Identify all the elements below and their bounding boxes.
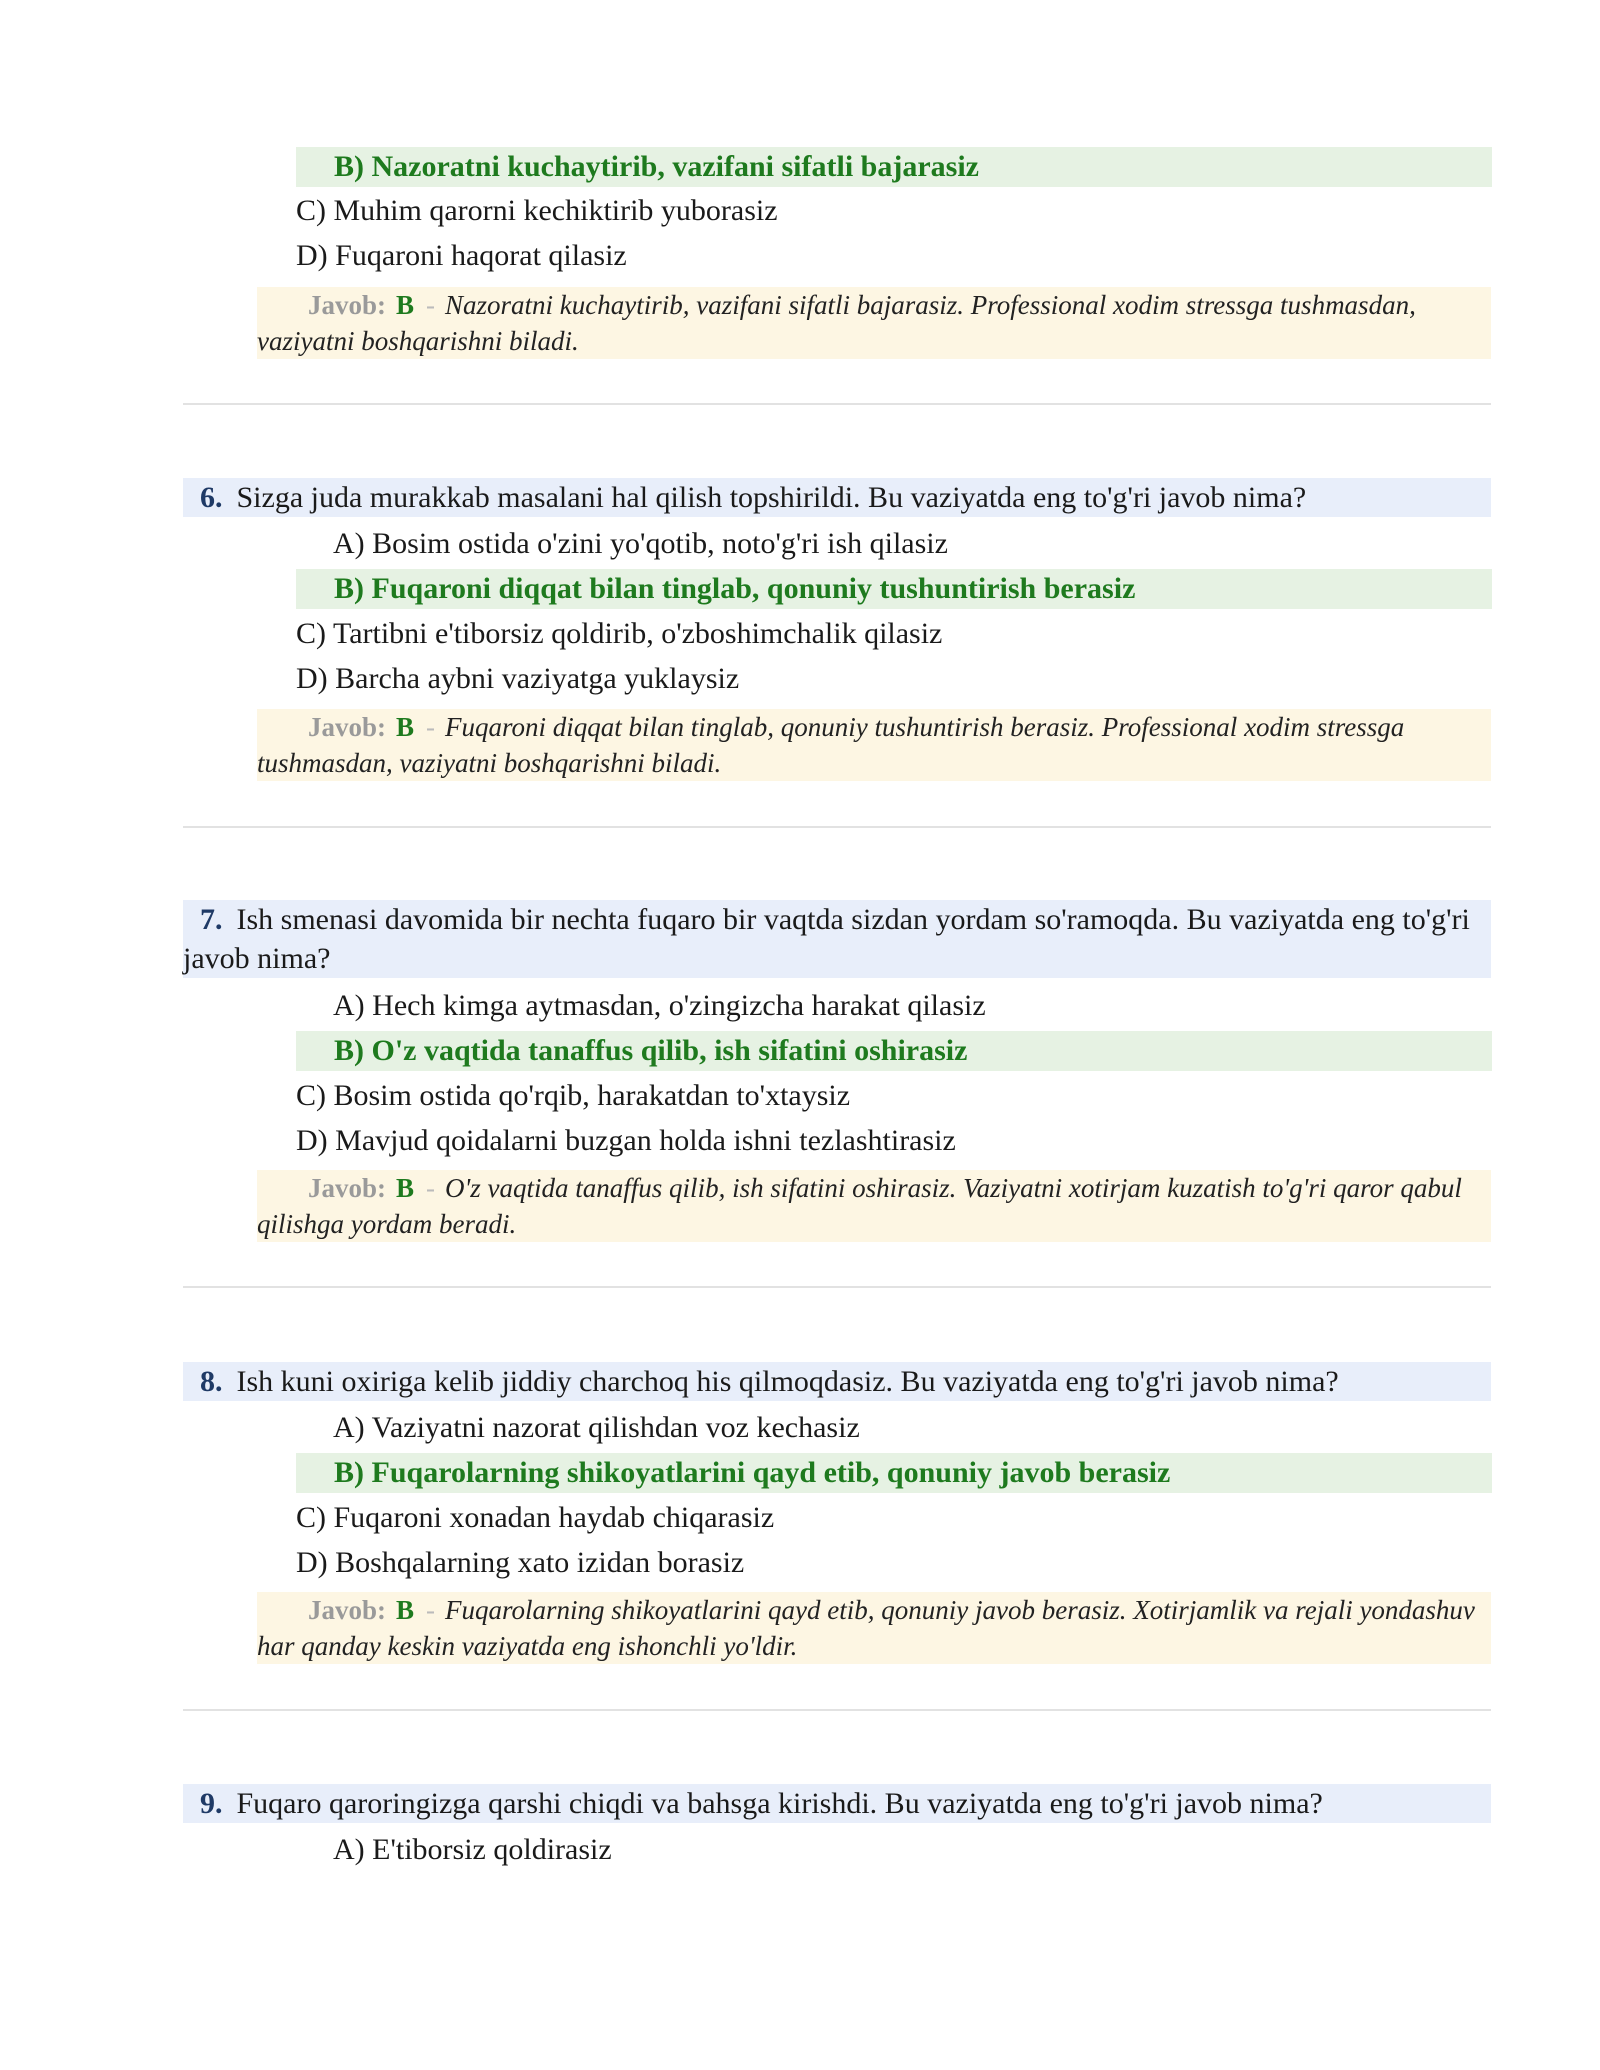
- option-d: D) Boshqalarning xato izidan borasiz: [296, 1546, 745, 1579]
- answer-label: Javob:: [308, 712, 387, 742]
- question-number: 8.: [200, 1365, 223, 1398]
- option-c: C) Fuqaroni xonadan haydab chiqarasiz: [296, 1501, 775, 1534]
- option-d: D) Mavjud qoidalarni buzgan holda ishni tezlashtirasiz: [296, 1124, 956, 1157]
- answer-box: [257, 1170, 1491, 1242]
- answer-dash: -: [426, 1173, 436, 1203]
- question-number: 9.: [200, 1787, 223, 1820]
- correct-option: B) O'z vaqtida tanaffus qilib, ish sifatini oshirasiz: [296, 1031, 1492, 1071]
- answer-label: Javob:: [308, 1173, 387, 1203]
- answer-letter: B: [396, 1595, 415, 1625]
- answer-box: [257, 1592, 1491, 1664]
- option-a: A) E'tiborsiz qoldirasiz: [333, 1833, 612, 1866]
- answer-label: Javob:: [308, 1595, 387, 1625]
- answer-label: Javob:: [308, 290, 387, 320]
- answer-letter: B: [396, 712, 415, 742]
- question-header: [183, 1362, 1491, 1401]
- option-a: A) Vaziyatni nazorat qilishdan voz kechasiz: [333, 1411, 860, 1444]
- option-c: C) Muhim qarorni kechiktirib yuborasiz: [296, 194, 778, 227]
- question-number: 7.: [200, 903, 223, 936]
- question-header: [183, 1784, 1491, 1823]
- question-text: Fuqaro qaroringizga qarshi chiqdi va bahsga kirishdi. Bu vaziyatda eng to'g'ri javob nima?: [236, 1787, 1323, 1820]
- answer-box: [257, 287, 1491, 359]
- option-a: A) Hech kimga aytmasdan, o'zingizcha harakat qilasiz: [333, 989, 986, 1022]
- correct-option: B) Fuqaroni diqqat bilan tinglab, qonuniy tushuntirish berasiz: [296, 569, 1492, 609]
- question-header: [183, 478, 1491, 517]
- divider: [183, 1286, 1491, 1288]
- option-d: D) Barcha aybni vaziyatga yuklaysiz: [296, 662, 740, 695]
- correct-option: B) Nazoratni kuchaytirib, vazifani sifatli bajarasiz: [296, 147, 1492, 187]
- question-text: Sizga juda murakkab masalani hal qilish topshirildi. Bu vaziyatda eng to'g'ri javob nima?: [236, 481, 1307, 514]
- divider: [183, 403, 1491, 405]
- divider: [183, 1709, 1491, 1711]
- answer-dash: -: [426, 712, 436, 742]
- answer-letter: B: [396, 1173, 415, 1203]
- option-a: A) Bosim ostida o'zini yo'qotib, noto'g'ri ish qilasiz: [333, 527, 948, 560]
- answer-dash: -: [426, 290, 436, 320]
- question-text: Ish kuni oxiriga kelib jiddiy charchoq his qilmoqdasiz. Bu vaziyatda eng to'g'ri javob nima?: [236, 1365, 1339, 1398]
- question-header: [183, 900, 1491, 978]
- answer-letter: B: [396, 290, 415, 320]
- answer-box: [257, 709, 1491, 781]
- question-text: Ish smenasi davomida bir nechta fuqaro bir vaqtda sizdan yordam so'ramoqda. Bu vaziyatda eng to'g'ri javob nima?: [183, 903, 1470, 975]
- answer-explanation: Fuqaroni diqqat bilan tinglab, qonuniy tushuntirish berasiz. Professional xodim stressga tushmasdan, vaziyatni boshqarishni biladi.: [257, 712, 1405, 778]
- option-c: C) Tartibni e'tiborsiz qoldirib, o'zboshimchalik qilasiz: [296, 617, 943, 650]
- correct-option: B) Fuqarolarning shikoyatlarini qayd etib, qonuniy javob berasiz: [296, 1453, 1492, 1493]
- answer-explanation: O'z vaqtida tanaffus qilib, ish sifatini oshirasiz. Vaziyatni xotirjam kuzatish to'g'ri qaror qabul qilishga yordam beradi.: [257, 1173, 1462, 1239]
- answer-explanation: Nazoratni kuchaytirib, vazifani sifatli bajarasiz. Professional xodim stressga tushmasdan, vaziyatni boshqarishni biladi.: [257, 290, 1416, 356]
- option-d: D) Fuqaroni haqorat qilasiz: [296, 239, 627, 272]
- answer-explanation: Fuqarolarning shikoyatlarini qayd etib, qonuniy javob berasiz. Xotirjamlik va rejali yondashuv har qanday keskin vaziyatda eng ishonchli yo'ldir.: [257, 1595, 1475, 1661]
- question-number: 6.: [200, 481, 223, 514]
- divider: [183, 826, 1491, 828]
- option-c: C) Bosim ostida qo'rqib, harakatdan to'xtaysiz: [296, 1079, 851, 1112]
- answer-dash: -: [426, 1595, 436, 1625]
